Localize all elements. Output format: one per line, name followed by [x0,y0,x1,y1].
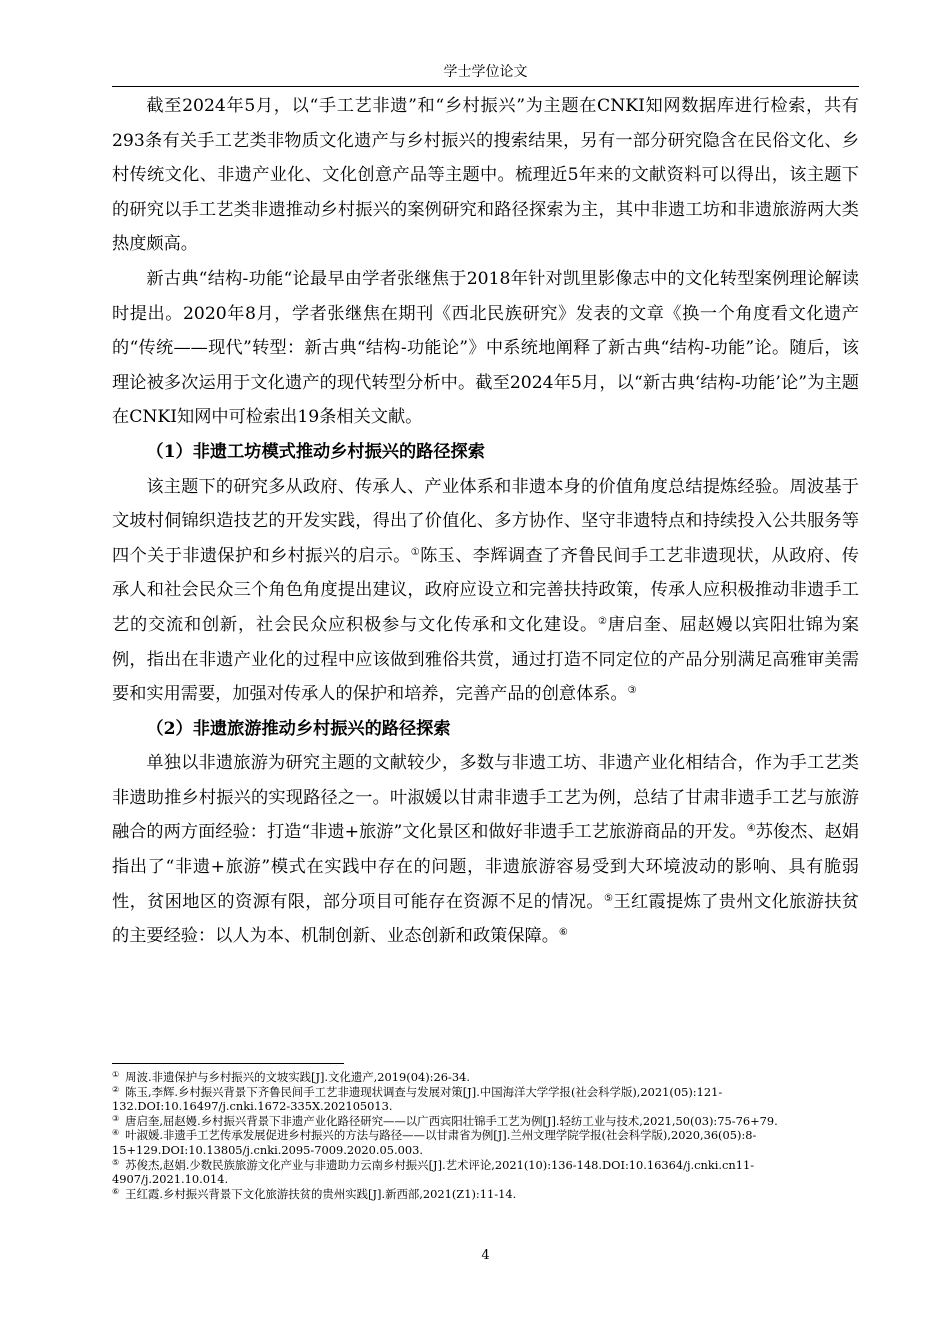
footnote-text: 苏俊杰,赵娟.少数民族旅游文化产业与非遗助力云南乡村振兴[J].艺术评论,2021(10):136-148.DOI:10.16364/j.cnki.cn11-4907/j.2021.10.014. [112,1157,755,1187]
footnote-text: 唐启奎,屈赵嫚.乡村振兴背景下非遗产业化路径研究——以广西宾阳壮锦手工艺为例[J].轻纺工业与技术,2021,50(03):75-76+79. [125,1113,778,1128]
footnote-ref-5[interactable]: ⑤ [604,892,614,904]
paragraph-workshop [112,470,859,712]
section-heading-tourism: （2）非遗旅游推动乡村振兴的路径探索 [146,718,451,739]
paragraph-text: 单独以非遗旅游为研究主题的文献较少，多数与非遗工坊、非遗产业化相结合，作为手工艺类非遗助推乡村振兴的实现路径之一。叶淑媛以甘肃非遗手工艺为例，总结了甘肃非遗手工艺与旅游融合的两方面经验：打造“非遗+旅游”文化景区和做好非遗手工艺旅游商品的开发。 [112,753,859,843]
footnote-mark: ① [112,1070,120,1079]
paragraph-neoclassical-theory [112,262,859,435]
section-heading-workshop: （1）非遗工坊模式推动乡村振兴的路径探索 [146,441,485,462]
paragraph-text: 唐启奎、屈赵嫚以宾阳壮锦为案例，指出在非遗产业化的过程中应该做到雅俗共赏，通过打造不同定位的产品分别满足高雅审美需要和实用需要，加强对传承人的保护和培养，完善产品的创意体系。 [112,614,859,705]
page-header-title: 学士学位论文 [443,64,528,80]
paragraph-text: 王红霞提炼了贵州文化旅游扶贫的主要经验：以人为本、机制创新、业态创新和政策保障。 [112,891,859,947]
page-number: 4 [481,1248,490,1263]
footnote-mark: ⑥ [112,1186,120,1196]
footnote-text: 陈玉,李辉.乡村振兴背景下齐鲁民间手工艺非遗现状调查与发展对策[J].中国海洋大学学报(社会科学版),2021(05):121-132.DOI:10.16497/j.cnki.1672-335X.202105013. [112,1084,723,1114]
paragraph-text: 苏俊杰、赵娟指出了“非遗+旅游”模式在实践中存在的问题，非遗旅游容易受到大环境波动的影响、具有脆弱性，贫困地区的资源有限，部分项目可能存在资源不足的情况。 [112,822,859,912]
footnote-4 [112,1128,859,1157]
footnote-mark: ④ [112,1128,120,1138]
footnote-5 [112,1158,859,1187]
footnote-mark: ③ [112,1113,120,1123]
footnote-ref-3[interactable]: ③ [627,685,637,697]
footnote-ref-2[interactable]: ② [598,615,608,627]
footnote-text: 王红霞.乡村振兴背景下文化旅游扶贫的贵州实践[J].新西部,2021(Z1):11-14. [125,1186,517,1201]
footnote-1 [112,1070,859,1085]
paragraph-tourism [112,746,859,954]
footnote-separator [112,1063,344,1064]
paragraph-literature-search [112,89,859,262]
body-text [112,89,859,954]
footnotes [112,1070,859,1201]
footnote-2 [112,1085,859,1114]
footnote-text: 周波.非遗保护与乡村振兴的文坡实践[J].文化遗产,2019(04):26-34. [125,1070,470,1084]
footnote-ref-4[interactable]: ④ [746,823,756,835]
paragraph-text: 截至2024年5月，以“手工艺非遗”和“乡村振兴”为主题在CNKI知网数据库进行检索，共有293条有关手工艺类非物质文化遗产与乡村振兴的搜索结果，另有一部分研究隐含在民俗文化、乡村传统文化、非遗产业化、文化创意产品等主题中。梳理近5年来的文献资料可以得出，该主题下的研究以手工艺类非遗推动乡村振兴的案例研究和路径探索为主，其中非遗工坊和非遗旅游两大类热度颇高。 [112,96,859,255]
footnote-ref-6[interactable]: ⑥ [558,927,568,939]
footnote-3 [112,1114,859,1129]
footnote-mark: ⑤ [112,1157,120,1167]
footnote-mark: ② [112,1084,120,1094]
footnote-text: 叶淑媛.非遗手工艺传承发展促进乡村振兴的方法与路径——以甘肃省为例[J].兰州文理学院学报(社会科学版),2020,36(05):8-15+129.DOI:10.13805/j.cnki.2095-7009.2020.05.003. [112,1128,757,1157]
paragraph-text: 陈玉、李辉调查了齐鲁民间手工艺非遗现状，从政府、传承人和社会民众三个角色角度提出建议，政府应设立和完善扶持政策，传承人应积极推动非遗手工艺的交流和创新，社会民众应积极参与文化传承和文化建设。 [112,545,859,635]
header-rule [112,86,859,87]
paragraph-text: 新古典“结构-功能“论最早由学者张继焦于2018年针对凯里影像志中的文化转型案例理论解读时提出。2020年8月，学者张继焦在期刊《西北民族研究》发表的文章《换一个角度看文化遗产的“传统——现代”转型：新古典“结构-功能论”》中系统地阐释了新古典“结构-功能”论。随后，该理论被多次运用于文化遗产的现代转型分析中。截至2024年5月，以“新古典‘结构-功能’论”为主题在CNKI知网中可检索出19条相关文献。 [112,268,859,428]
footnote-6 [112,1187,859,1202]
footnote-ref-1[interactable]: ① [410,546,421,558]
paragraph-text: 该主题下的研究多从政府、传承人、产业体系和非遗本身的价值角度总结提炼经验。周波基于文坡村侗锦织造技艺的开发实践，得出了价值化、多方协作、坚守非遗特点和持续投入公共服务等四个关于非遗保护和乡村振兴的启示。 [112,476,859,566]
